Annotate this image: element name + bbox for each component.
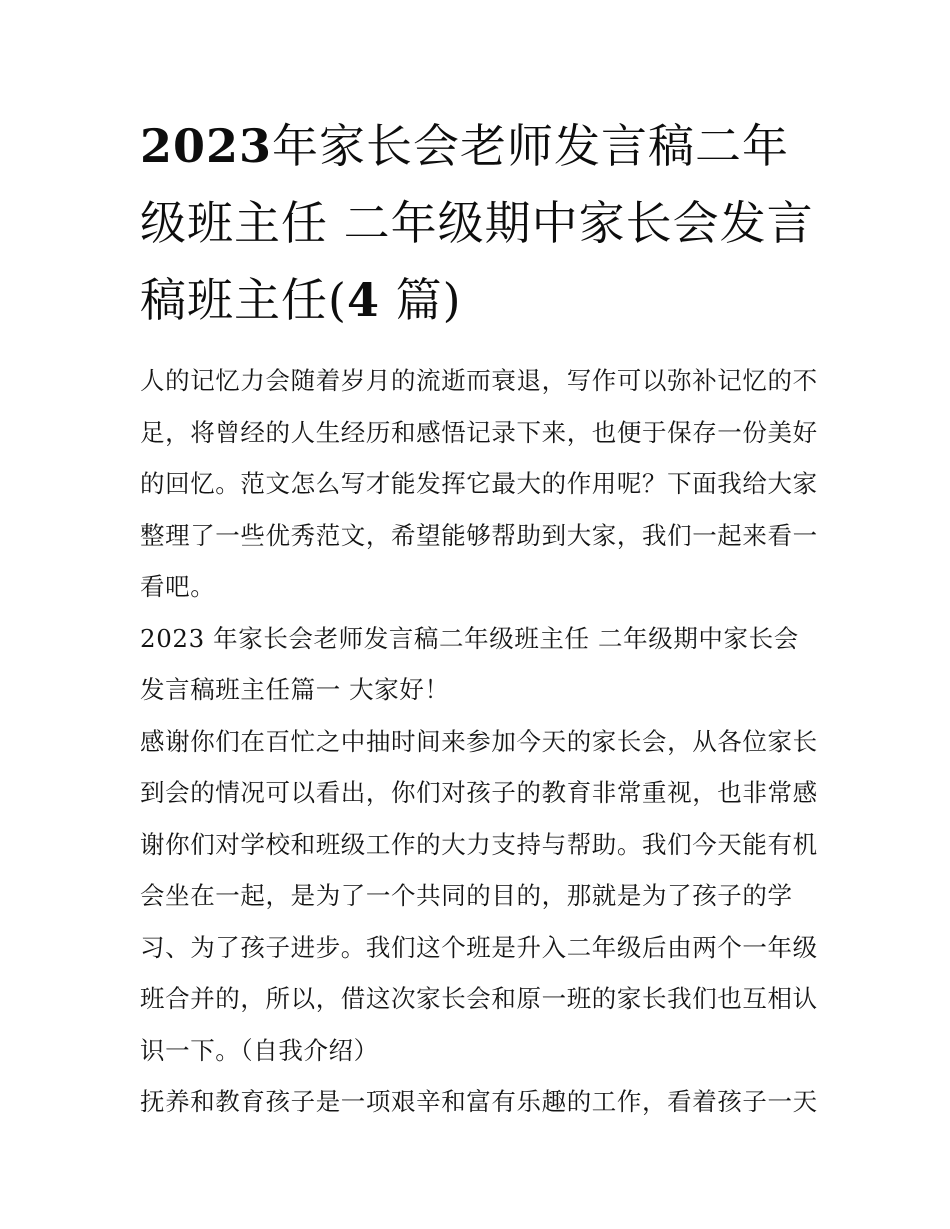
document-body <box>140 355 820 1128</box>
paragraph-section-heading: 2023 年家长会老师发言稿二年级班主任 二年级期中家长会发言稿班主任篇一 大家好！ <box>140 623 799 704</box>
document-title <box>140 108 820 339</box>
title-suffix: 篇) <box>379 273 462 327</box>
title-count: 4 <box>346 273 380 327</box>
paragraph-raising-children: 抚养和教育孩子是一项艰辛和富有乐趣的工作，看着孩子一天 <box>140 1087 818 1116</box>
title-main: 年家长会老师发言稿二年级班主任 二年级期中家长会发言稿班主任( <box>140 119 814 327</box>
paragraph-intro: 人的记忆力会随着岁月的流逝而衰退，写作可以弥补记忆的不足，将曾经的人生经历和感悟记录下来，也便于保存一份美好的回忆。范文怎么写才能发挥它最大的作用呢？下面我给大家整理了一些优秀范文，希望能够帮助到大家，我们一起来看一看吧。 <box>140 366 818 601</box>
paragraph-thanks: 感谢你们在百忙之中抽时间来参加今天的家长会，从各位家长到会的情况可以看出，你们对孩子的教育非常重视，也非常感谢你们对学校和班级工作的大力支持与帮助。我们今天能有机会坐在一起，是为了一个共同的目的，那就是为了孩子的学习、为了孩子进步。我们这个班是升入二年级后由两个一年级班合并的，所以，借这次家长会和原一班的家长我们也互相认识一下。（自我介绍） <box>140 726 818 1065</box>
title-year: 2023 <box>140 119 273 173</box>
